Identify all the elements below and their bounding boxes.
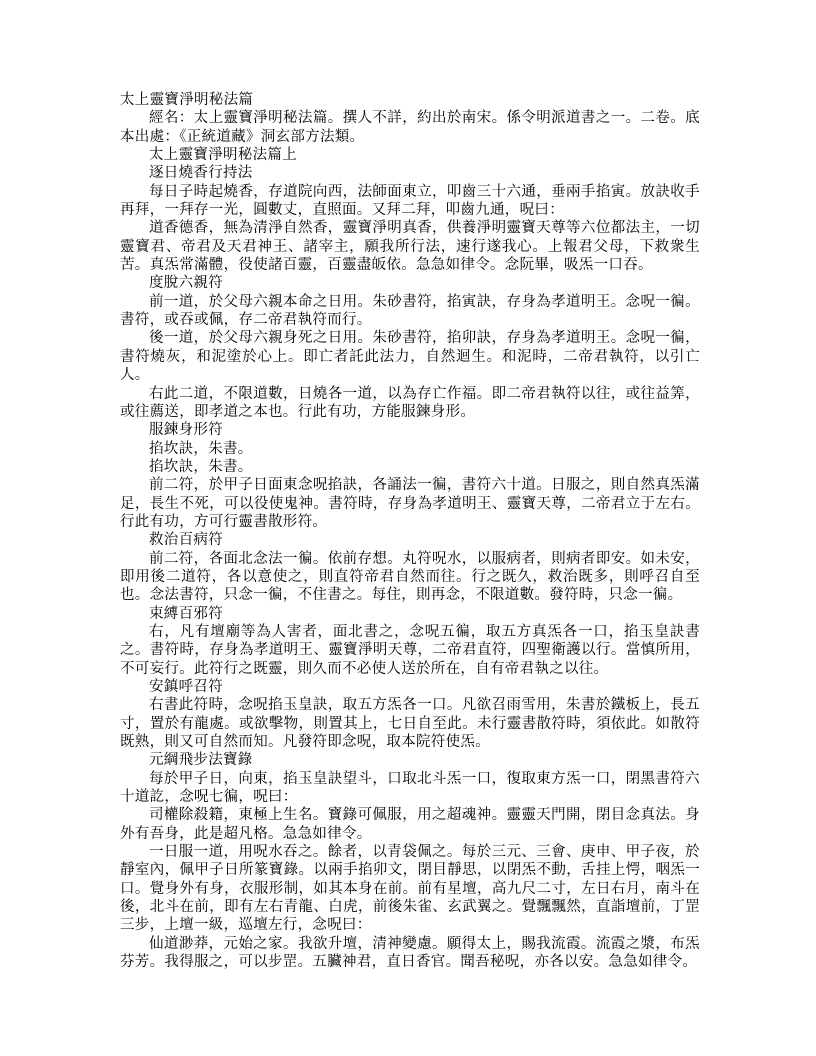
paragraph-incense-ritual: 每日子時起燒香，存道院向西，法師面東立，叩齒三十六通，垂兩手掐寅。放訣收手再拜，一拜存一光，圓數丈，直照面。又拜二拜，叩齒九通，呪曰： (120, 183, 700, 219)
section-heading-binding-evil-talisman: 束縛百邪符 (149, 605, 223, 622)
section-heading-body-refining-talisman: 服鍊身形符 (149, 422, 223, 439)
colophon-paragraph: 經名：太上靈寶淨明秘法篇。撰人不詳，約出於南宋。係令明派道書之一。二卷。底本出處：《正統道藏》洞玄部方法類。 (120, 110, 700, 145)
paragraph-healing-instructions: 前二符，各面北念法一徧。依前存想。丸符呪水，以服病者，則病者即安。如未安，即用後二道符，各以意使之，則直符帝君自然而往。行之既久，救治既多，則呼召自至也。念法書符，只念一徧，不住書之。每住，則再念，不限道數。發符時，只念一徧。 (120, 550, 700, 604)
paragraph-daily-practice: 一日服一道，用呪水吞之。餘者，以青袋佩之。每於三元、三會、庚申、甲子夜，於靜室內，佩甲子日所篆寶錄。以兩手掐卯文，閉目靜思，以閉炁不動，舌挂上愕，咽炁一口。覺身外有身，衣服形制，如其本身在前。前有星壇，高九尺二寸，左日右月，南斗在後，北斗在前，即有左右青龍、白虎，前後朱雀、玄武翼之。覺飄飄然，直詣壇前，丁罡三步，上壇一級，巡壇左行，念呪曰： (120, 844, 700, 934)
volume-title-line: 太上靈寶淨明秘法篇上 (149, 147, 297, 164)
paragraph-kan-mudra-1: 掐坎訣，朱書。 (149, 440, 253, 457)
paragraph-binding-evil-instructions: 右，凡有壇廟等為人害者，面北書之，念呪五徧，取五方真炁各一口，掐玉皇訣書之。書符時，存身為孝道明王、靈寶淨明天尊，二帝君直符，四聖衛護以行。當慎所用，不可妄行。此符行之既靈，則久而不必使人送於所在，自有帝君執之以往。 (120, 623, 700, 677)
section-heading-summoning-talisman: 安鎮呼召符 (149, 679, 223, 695)
paragraph-two-talismans-note: 右此二道，不限道數，日燒各一道，以為存亡作福。即二帝君執符以往，或往益筭，或往薦送，即孝道之本也。行此有功，方能服鍊身形。 (120, 385, 700, 420)
paragraph-register-ritual: 每於甲子日，向東，掐玉皇訣望斗，口取北斗炁一口，復取東方炁一口，閉黑書符六十道訖，念呪七徧，呪曰： (120, 770, 700, 806)
document-title-line: 太上靈寶淨明秘法篇 (120, 92, 254, 108)
section-heading-incense: 逐日燒香行持法 (149, 165, 253, 182)
paragraph-body-refining-instructions: 前二符，於甲子日面東念呪掐訣，各誦法一徧，書符六十道。日服之，則自然真炁滿足，長生不死，可以役使鬼神。書符時，存身為孝道明王、靈寶天尊，二帝君立于左右。行此有功，方可行靈書散形符。 (120, 477, 700, 530)
paragraph-kan-mudra-2: 掐坎訣，朱書。 (149, 458, 253, 475)
section-heading-liberation-talisman: 度脫六親符 (149, 275, 223, 292)
paragraph-first-talisman: 前一道，於父母六親本命之日用。朱砂書符，掐寅訣，存身為孝道明王。念呪一徧。書符，或吞或佩，存二帝君執符而行。 (120, 293, 700, 329)
paragraph-register-chant: 司權除殺籍，東極上生名。寶錄可佩服，用之超魂神。靈靈天門開，閉目念真法。身外有吾身，此是超凡格。急急如律令。 (120, 807, 700, 842)
section-heading-healing-talisman: 救治百病符 (149, 532, 223, 549)
paragraph-altar-chant: 仙道渺莽，元始之家。我欲升壇，清神變慮。願得太上，賜我流霞。流霞之漿，布炁芬芳。我得服之，可以步罡。五臟神君，直日香官。聞吾秘呪，亦各以安。急急如律令。 (120, 935, 700, 971)
section-heading-flying-steps-register: 元綱飛步法寶錄 (149, 752, 253, 769)
paragraph-incense-chant: 道香德香，無為清淨自然香，靈寶淨明真香，供養淨明靈寶天尊等六位都法主，一切靈寶君、帝君及天君神王、諸宰主，願我所行法，速行遂我心。上報君父母，下救衆生苦。真炁常滿體，役使諸百靈，百靈盡皈依。急急如律令。念阮畢，吸炁一口吞。 (120, 220, 700, 274)
paragraph-second-talisman: 後一道，於父母六親身死之日用。朱砂書符，掐卯訣，存身為孝道明王。念呪一徧，書符燒灰，和泥塗於心上。即亡者託此法力，自然迴生。和泥時，二帝君執符，以引亡人。 (120, 330, 700, 384)
paragraph-summoning-instructions: 右書此符時，念呪掐玉皇訣，取五方炁各一口。凡欲召雨雪用，朱書於鐵板上，長五寸，置於有龍處。或欲擊物，則置其上，七日自至此。未行靈書散符時，須依此。如散符既熟，則又可自然而知。凡發符即念呪，取本院符使炁。 (120, 697, 700, 751)
document-body (120, 91, 700, 972)
